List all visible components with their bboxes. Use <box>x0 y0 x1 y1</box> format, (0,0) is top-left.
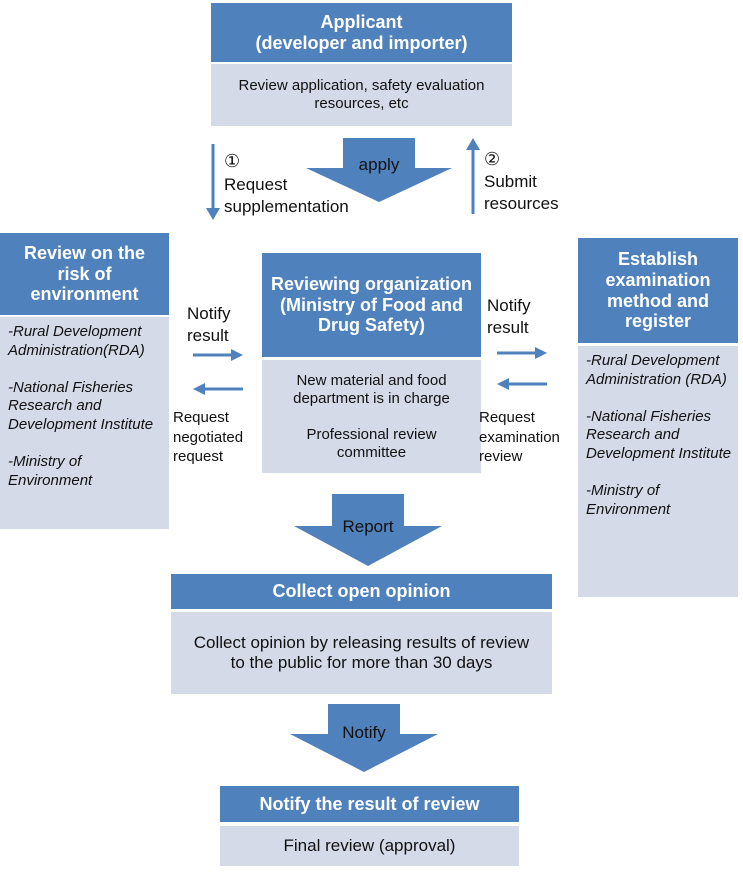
left-box-title: Review on the risk of environment <box>0 233 169 315</box>
collect-body-text: Collect opinion by releasing results of review to the public for more than 30 days <box>193 632 530 672</box>
final-body-text: Final review (approval) <box>283 835 456 855</box>
left-request-arrow <box>193 382 243 396</box>
step1-label: Request supplementation <box>224 175 349 217</box>
collect-body <box>171 612 552 694</box>
submit-resources-arrow <box>464 136 482 214</box>
collect-title: Collect open opinion <box>171 574 552 609</box>
center-body <box>262 360 481 473</box>
left-box-item: -National Fisheries Research and Development Institute <box>8 378 154 433</box>
right-box-item: -Ministry of Environment <box>586 481 671 518</box>
right-notify-label: Notify result <box>487 296 531 338</box>
right-notify-arrow <box>497 346 547 360</box>
step2-number: ② <box>484 149 501 169</box>
step2-label: Submit resources <box>484 172 559 214</box>
final-title: Notify the result of review <box>220 786 519 822</box>
notify-arrow-label: Notify <box>342 723 386 742</box>
applicant-title: Applicant (developer and importer) <box>211 3 512 62</box>
apply-arrow <box>306 138 452 202</box>
report-arrow-label: Report <box>342 517 394 536</box>
left-box-body <box>0 317 169 529</box>
right-box-item: -Rural Development Administration (RDA) <box>586 352 727 388</box>
report-arrow <box>294 494 442 566</box>
applicant-body-text: Review application, safety evaluation resources, etc <box>238 77 485 112</box>
left-notify-arrow <box>193 348 243 362</box>
center-title: Reviewing organization (Ministry of Food and Drug Safety) <box>262 253 481 357</box>
apply-arrow-label: apply <box>358 155 400 174</box>
right-box-title: Establish examination method and register <box>578 238 738 343</box>
applicant-body <box>211 64 512 126</box>
right-box-body <box>578 346 738 597</box>
final-body <box>220 826 519 866</box>
left-notify-label: Notify result <box>187 304 231 346</box>
center-body-line1: New material and food department is in charge <box>293 371 450 407</box>
notify-arrow <box>290 704 438 772</box>
left-box-item: -Rural Development Administration(RDA) <box>8 323 145 359</box>
request-supplementation-arrow <box>204 144 222 222</box>
right-box-item: -National Fisheries Research and Development Institute <box>586 407 732 462</box>
step1-number: ① <box>224 151 241 171</box>
right-request-label: Request examination review <box>479 409 560 465</box>
right-request-arrow <box>497 377 547 391</box>
center-body-line2: Professional review committee <box>306 425 437 461</box>
left-request-label: Request negotiated request <box>173 409 244 465</box>
left-box-item: -Ministry of Environment <box>8 452 93 489</box>
